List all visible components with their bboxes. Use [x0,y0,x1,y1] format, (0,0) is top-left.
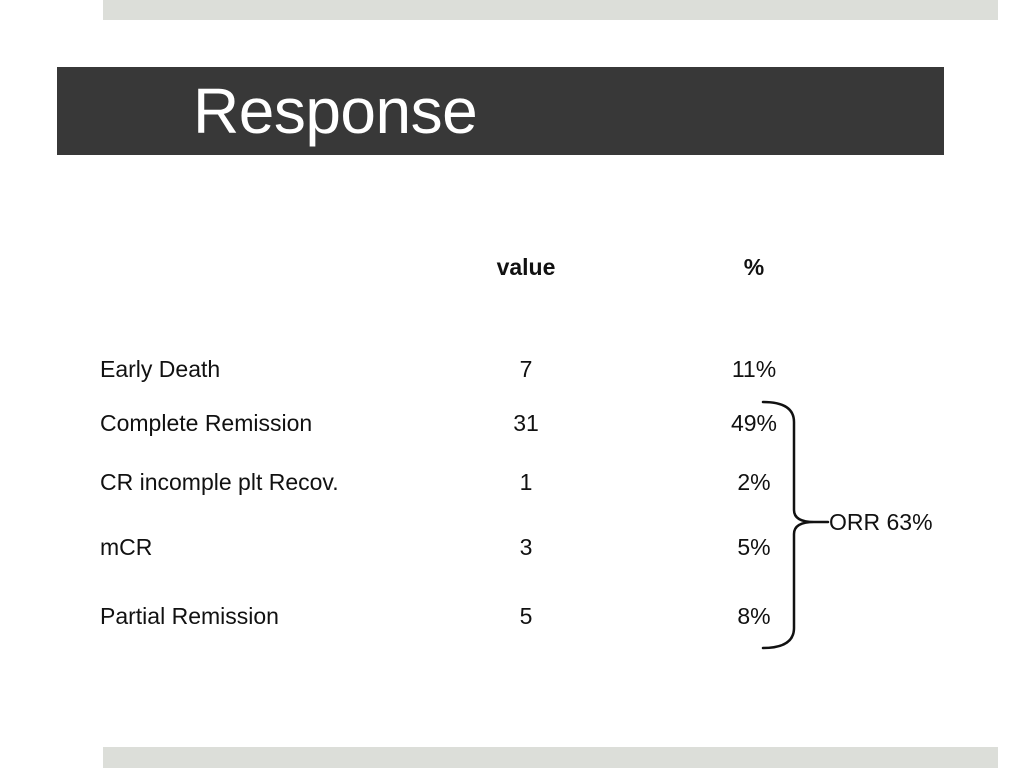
bottom-decorative-strip [103,747,998,768]
row-label: Partial Remission [100,603,279,629]
column-header-value: value [496,254,556,280]
column-header-percent: % [743,254,765,280]
row-label: mCR [100,534,153,560]
row-label: Complete Remission [100,410,313,436]
slide-title: Response [193,75,478,147]
row-value: 7 [519,356,533,382]
row-percent: 11% [731,356,777,382]
row-percent: 8% [737,603,771,629]
right-brace-icon [760,398,840,652]
row-percent: 49% [730,410,778,436]
row-percent: 5% [737,534,771,560]
row-value: 5 [519,603,533,629]
row-value: 1 [519,469,533,495]
title-bar [57,67,944,155]
top-decorative-strip [103,0,998,20]
row-label: Early Death [100,356,221,382]
row-percent: 2% [737,469,771,495]
row-label: CR incomple plt Recov. [100,469,339,495]
row-value: 31 [513,410,539,436]
row-value: 3 [519,534,533,560]
orr-label: ORR 63% [829,509,933,535]
